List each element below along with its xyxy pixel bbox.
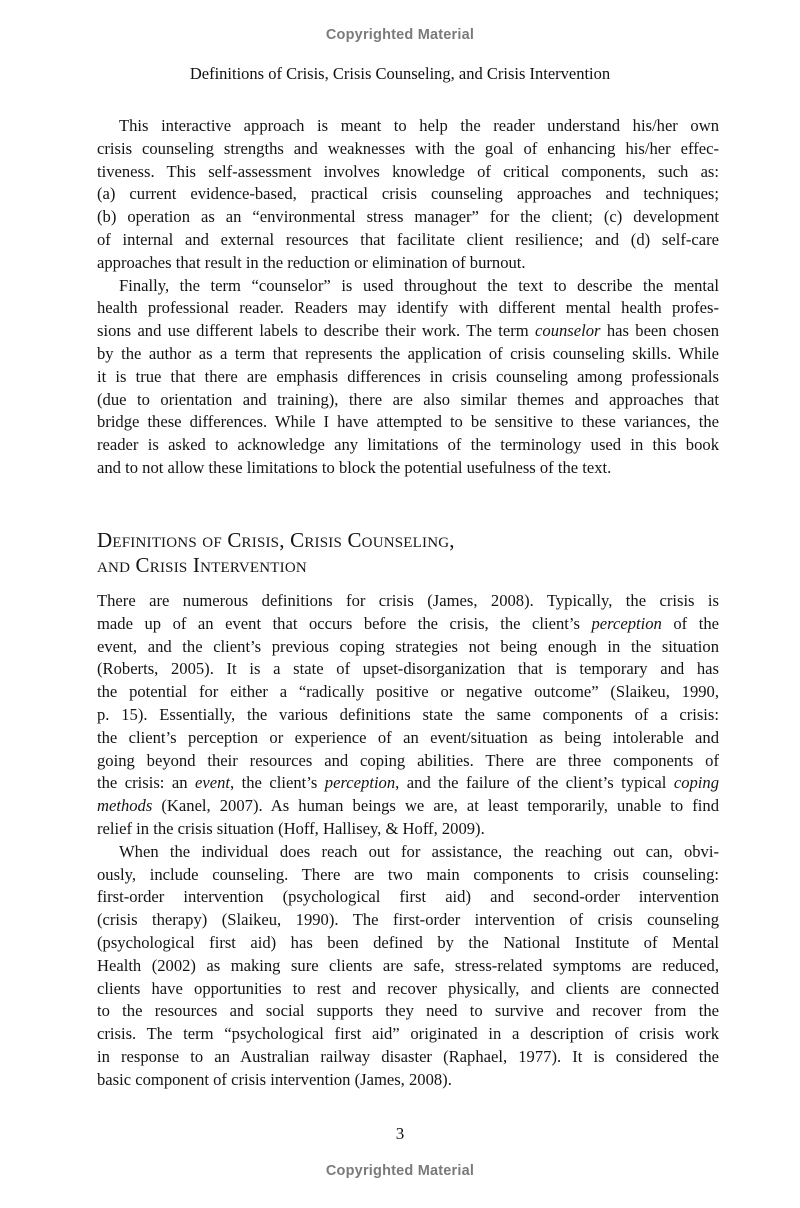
section-heading-line: and Crisis Intervention: [97, 553, 307, 577]
italic-term: perception: [591, 613, 662, 633]
paragraph: [97, 115, 719, 275]
text-line: to the resources and social supports they need to survive and recover from the: [97, 1001, 719, 1021]
text-run: , and the failure of the client’s typical: [395, 773, 674, 793]
italic-term: coping: [673, 773, 719, 793]
text-line: p. 15). Essentially, the various definitions state the same components of a crisis:: [97, 704, 719, 724]
text-line: There are numerous definitions for crisis (James, 2008). Typically, the crisis is: [97, 591, 719, 610]
text-line: reader is asked to acknowledge any limitations of the terminology used in this book: [97, 435, 719, 455]
text-line: going beyond their resources and coping abilities. There are three components of: [97, 750, 719, 770]
text-line: ously, include counseling. There are two main components to crisis counseling:: [97, 864, 719, 884]
paragraph: [97, 275, 719, 480]
text-line: (crisis therapy) (Slaikeu, 1990). The first-order intervention of crisis counseling: [97, 910, 719, 930]
text-line: bridge these differences. While I have attempted to be sensitive to these variances, the: [97, 412, 719, 432]
italic-term: counselor: [535, 321, 601, 341]
text-line: (psychological first aid) has been defined by the National Institute of Mental: [97, 932, 719, 952]
text-run: made up of an event that occurs before the crisis, the client’s: [97, 613, 592, 633]
text-line: crisis counseling strengths and weaknesses with the goal of enhancing his/her effec-: [97, 138, 719, 158]
text-line: crisis. The term “psychological first aid” originated in a description of crisis work: [97, 1024, 719, 1044]
text-line: When the individual does reach out for assistance, the reaching out can, obvi-: [119, 841, 719, 861]
text-line: [97, 772, 719, 795]
text-run: of the: [661, 613, 719, 633]
intro-section: [97, 115, 719, 480]
running-head: Definitions of Crisis, Crisis Counseling, and Crisis Intervention: [189, 64, 611, 83]
text-line: approaches that result in the reduction or elimination of burnout.: [97, 252, 526, 272]
text-line: (Roberts, 2005). It is a state of upset-disorganization that is temporary and has: [97, 659, 719, 679]
text-line: and to not allow these limitations to block the potential usefulness of the text.: [97, 457, 612, 477]
text-run: has been chosen: [600, 321, 719, 341]
text-line: the client’s perception or experience of an event/situation as being intolerable and: [97, 727, 719, 747]
text-line: first-order intervention (psychological first aid) and second-order intervention: [97, 887, 719, 907]
text-line: (a) current evidence-based, practical crisis counseling approaches and techniques;: [97, 184, 719, 204]
text-line: the potential for either a “radically positive or negative outcome” (Slaikeu, 1990,: [97, 682, 719, 702]
text-line: it is true that there are emphasis differences in crisis counseling among professionals: [97, 366, 719, 386]
text-line: [97, 795, 719, 818]
text-line: event, and the client’s previous coping strategies not being enough in the situation: [97, 636, 719, 656]
text-line: health professional reader. Readers may identify with different mental health profes-: [97, 298, 719, 318]
page-number: 3: [395, 1124, 405, 1143]
text-line: (due to orientation and training), there are also similar themes and approaches that: [97, 389, 719, 409]
section-heading: [97, 528, 455, 578]
text-line: Finally, the term “counselor” is used throughout the text to describe the mental: [119, 275, 719, 295]
copyright-watermark-top: Copyrighted Material: [325, 27, 475, 43]
text-run: , the client’s: [230, 773, 325, 793]
text-line: relief in the crisis situation (Hoff, Hallisey, & Hoff, 2009).: [97, 818, 485, 838]
paragraph: [97, 841, 719, 1092]
paragraph: [97, 590, 719, 841]
italic-term: event: [195, 773, 231, 793]
text-run: (Kanel, 2007). As human beings we are, at least temporarily, unable to find: [152, 796, 719, 816]
text-line: of internal and external resources that facilitate client resilience; and (d) self-care: [97, 229, 719, 249]
text-run: sions and use different labels to describe their work. The term: [97, 321, 536, 341]
text-line: (b) operation as an “environmental stress manager” for the client; (c) development: [97, 207, 719, 227]
text-line: [97, 613, 719, 636]
text-run: the crisis: an: [97, 773, 195, 793]
section-body: [97, 590, 719, 1092]
italic-term: perception: [324, 773, 396, 793]
text-line: by the author as a term that represents the application of crisis counseling skills. While: [97, 343, 719, 363]
text-line: basic component of crisis intervention (James, 2008).: [97, 1069, 452, 1089]
text-line: Health (2002) as making sure clients are safe, stress-related symptoms are reduced,: [97, 955, 719, 975]
text-line: [97, 320, 719, 343]
italic-term: methods: [97, 796, 153, 816]
text-line: tiveness. This self-assessment involves knowledge of critical components, such as:: [97, 161, 719, 181]
text-line: This interactive approach is meant to help the reader understand his/her own: [119, 116, 719, 135]
section-heading-line: Definitions of Crisis, Crisis Counseling,: [97, 528, 455, 552]
text-line: clients have opportunities to rest and recover physically, and clients are connected: [97, 978, 719, 998]
text-line: in response to an Australian railway disaster (Raphael, 1977). It is considered the: [97, 1046, 719, 1066]
copyright-watermark-bottom: Copyrighted Material: [325, 1163, 475, 1179]
